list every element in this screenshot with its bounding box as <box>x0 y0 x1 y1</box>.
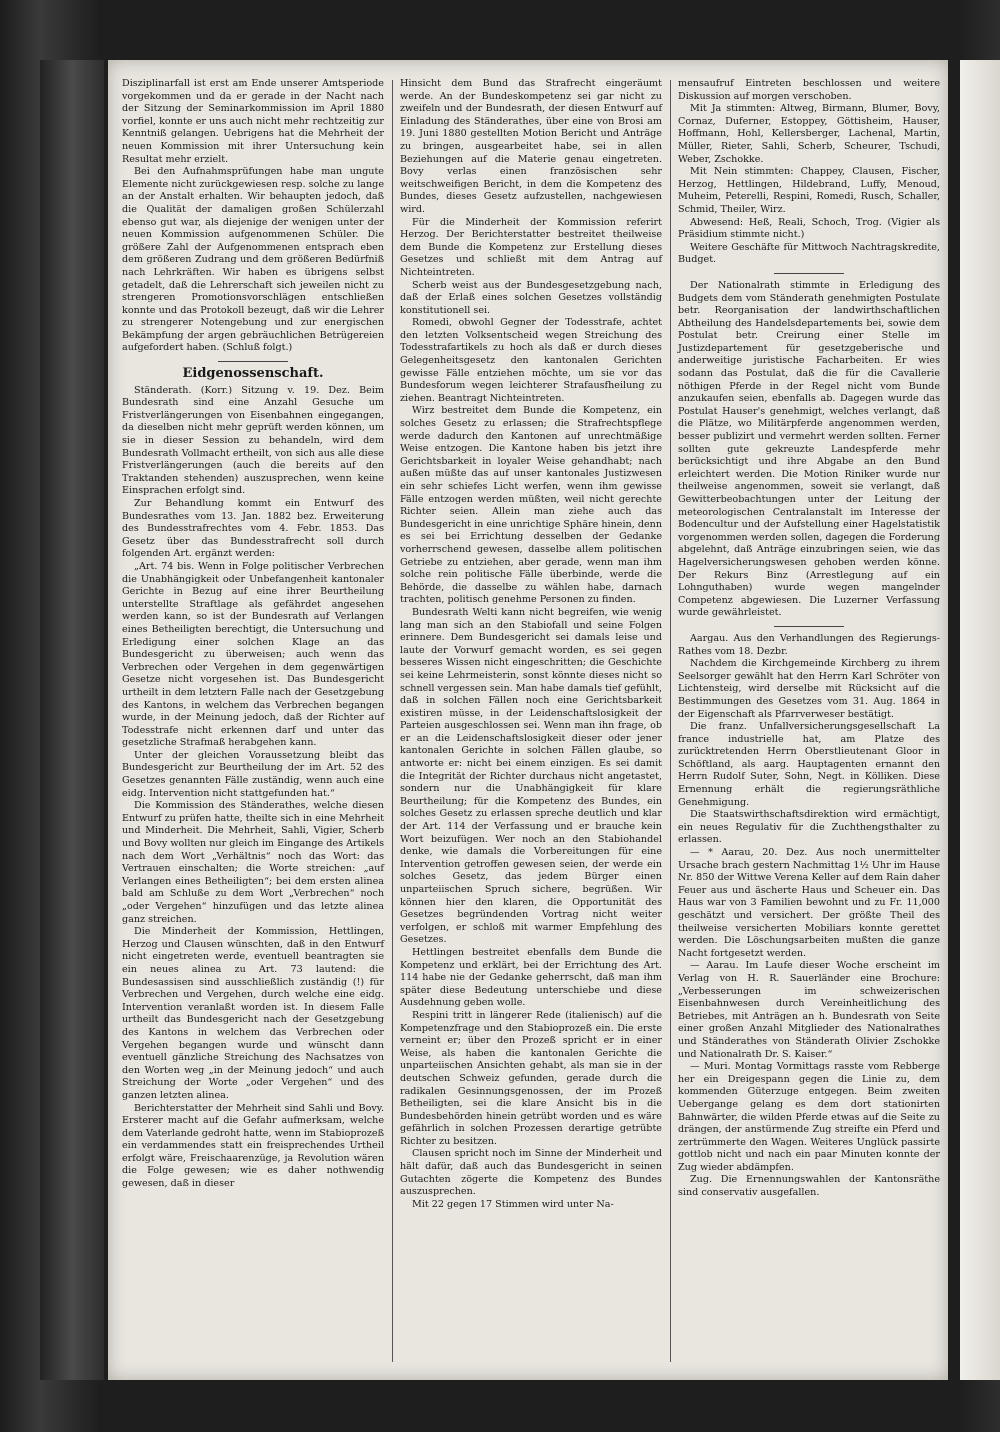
col3-paragraph: — Aarau. Im Laufe dieser Woche erscheint im Verlag von H. R. Sauerländer eine Brochure: „Verbesserungen im schweizerischen Eisenbahnwesen durch Vereinheitlichung des Betriebes, mit Anträgen an h. Bundesrath von Seite einer großen Anzahl Mitglieder des Nationalrathes und Ständerathes von Ständerath Olivier Zschokke und Nationalrath Dr. S. Kaiser.“ <box>678 960 940 1060</box>
col3-paragraph: — Muri. Montag Vormittags rasste vom Rebberge her ein Dreigespann gegen die Linie zu, dem kommenden Güterzuge entgegen. Beim zweiten Uebergange gelang es dem dort stationirten Bahnwärter, die wilden Pferde etwas auf die Seite zu drängen, der anstürmende Zug streifte ein Pferd und zertrümmerte den Wagen. Weiteres Unglück passirte gottlob nicht und nach ein paar Minuten konnte der Zug wieder abdämpfen. <box>678 1061 940 1173</box>
col1-paragraph: Unter der gleichen Voraussetzung bleibt das Bundesgericht zur Beurtheilung der im Art. 52 des Gesetzes genannten Fälle zuständig, wenn auch eine eidg. Intervention nicht stattgefunden hat.“ <box>122 749 384 799</box>
col3-paragraph: Die Staatswirthschaftsdirektion wird ermächtigt, ein neues Regulativ für die Zuchthengsthalter zu erlassen. <box>678 809 940 846</box>
col3-paragraph: Zug. Die Ernennungswahlen der Kantonsräthe sind conservativ ausgefallen. <box>678 1174 940 1199</box>
column-1 <box>122 78 384 1191</box>
col2-paragraph: Mit 22 gegen 17 Stimmen wird unter Na- <box>412 1198 614 1210</box>
col1-paragraph: „Art. 74 bis. Wenn in Folge politischer Verbrechen die Unabhängigkeit oder Unbefangenheit kantonaler Gerichte in Bezug auf eine ihrer Beurtheilung unterstellte Straftlage als gefährdet angesehen werden kann, so ist der Bundesrath auf Verlangen eines Betheiligten berechtigt, die Untersuchung und Erledigung einer solchen Klage an das Bundesgericht zu überweisen; auch wenn das Verbrechen oder Vergehen in dem gegenwärtigen Gesetze nicht vorgesehen ist. Das Bundesgericht urtheilt in dem letztern Falle nach der Gesetzgebung des Kantons, in welchem das Verbrechen begangen wurde, in der Meinung jedoch, daß der Richter auf Todesstrafe nicht erkennen darf und unter das gesetzliche Strafmaß herabgehen kann. <box>122 560 384 749</box>
col2-paragraph: Für die Minderheit der Kommission referirt Herzog. Der Berichterstatter bestreitet theilweise dem Bunde die Kompetenz zur Erstellung dieses Gesetzes und schließt mit dem Antrag auf Nichteintreten. <box>400 216 662 278</box>
col3-paragraph: Aargau. Aus den Verhandlungen des Regierungs-Rathes vom 18. Dezbr. <box>678 632 940 657</box>
col3-paragraph: Weitere Geschäfte für Mittwoch Nachtragskredite, Budget. <box>678 241 940 266</box>
col2-paragraph: Romedi, obwohl Gegner der Todesstrafe, achtet den letzten Volksentscheid wegen Streichung des Todesstrafartikels zu hoch als daß er durch dieses Gelegenheitsgesetz den kantonalen Gerichten gewisse Fälle entziehen möchte, um sie vor das Bundesforum wegen leichterer Strafausfheilung zu ziehen. Beantragt Nichteintreten. <box>400 317 662 404</box>
col3-paragraph: Mit Ja stimmten: Altweg, Birmann, Blumer, Bovy, Cornaz, Duferner, Estoppey, Göttisheim, Hauser, Hoffmann, Hohl, Kellersberger, Lachenal, Martin, Müller, Rieter, Sahli, Scherb, Scheurer, Tschudi, Weber, Zschokke. <box>678 103 940 165</box>
col1-paragraph: Disziplinarfall ist erst am Ende unserer Amtsperiode vorgekommen und da er gerade in der Nacht nach der Sitzung der Seminarkommission im April 1880 vorfiel, konnte er uns auch nicht mehr rechtzeitig zur Kenntniß gelangen. Uebrigens hat die Mehrheit der neuen Kommission mit ihrer Untersuchung kein Resultat mehr erzielt. <box>122 78 384 165</box>
col1-paragraph: Zur Behandlung kommt ein Entwurf des Bundesrathes vom 13. Jan. 1882 bez. Erweiterung des Bundesstrafrechtes vom 4. Febr. 1853. Das Gesetz über das Bundesstrafrecht soll durch folgenden Art. ergänzt werden: <box>122 498 384 560</box>
newspaper-page <box>108 60 948 1380</box>
col3-paragraph: Abwesend: Heß, Reali, Schoch, Trog. (Vigier als Präsidium stimmte nicht.) <box>678 216 940 241</box>
col3-paragraph: Nachdem die Kirchgemeinde Kirchberg zu ihrem Seelsorger gewählt hat den Herrn Karl Schröter von Lichtensteig, wird derselbe mit Rücksicht auf die Bestimmungen des Gesetzes vom 31. Aug. 1864 in der Eigenschaft als Pfarrverweser bestätigt. <box>678 658 940 720</box>
col1-paragraph: Berichterstatter der Mehrheit sind Sahli und Bovy. Ersterer macht auf die Gefahr aufmerksam, welche dem Vaterlande gedroht hatte, wenn im Stabioprozeß ein verdammendes statt ein freisprechendes Urtheil erfolgt wäre, Freischaarenzüge, ja Revolution wären die Folge gewesen; wie es daher nothwendig gewesen, daß in dieser <box>122 1102 384 1190</box>
col2-paragraph: Hettlingen bestreitet ebenfalls dem Bunde die Kompetenz und erklärt, bei der Errichtung des Art. 114 habe nie der Gedanke geherrscht, daß man ihm später diese Bedeutung unterschiebe und diese Ausdehnung geben wolle. <box>400 946 662 1009</box>
next-page-edge <box>960 60 1000 1380</box>
col2-paragraph: Clausen spricht noch im Sinne der Minderheit und hält dafür, daß auch das Bundesgericht in seinen Gutachten zögerte die Kompetenz des Bundes auszusprechen. <box>400 1148 662 1198</box>
column-3 <box>678 78 940 1200</box>
section-divider <box>218 361 288 362</box>
column-2 <box>400 78 662 1211</box>
col3-paragraph: Der Nationalrath stimmte in Erledigung des Budgets dem vom Ständerath genehmigten Postulate betr. Reorganisation der landwirthschaftlichen Abtheilung des Handelsdepartements bei, sowie dem Postulat betr. Creirung einer Stelle im Justizdepartement für gesetzgeberische und anderweitige juristische Facharbeiten. Er wies sodann das Postulat, daß die für die Cavallerie nöthigen Pferde in der Regel nicht vom Bunde anzukaufen seien, ebenfalls ab. Dagegen wurde das Postulat Hauser's genehmigt, welches verlangt, daß die Plätze, wo Militärpferde angenommen werden, besser publizirt und vermehrt werden sollten. Ferner sollten gute gekreuzte Landespferde mehr berücksichtigt und ihre Abgabe an den Bund erleichtert werden. Die Motion Riniker wurde nur theilweise angenommen, soweit sie verlangt, daß Gewitterbeobachtungen unter der Leitung der meteorologischen Centralanstalt im Interesse der Bodencultur und der Aufstellung einer Hagelstatistik vorgenommen werden sollen, dagegen die Forderung abgelehnt, daß Anträge einzubringen seien, wie das Hagelversicherungswesen gehoben werden könne. Der Rekurs Binz (Arrestlegung auf ein Lohnguthaben) wurde wegen mangelnder Competenz abgewiesen. Die Luzerner Verfassung wurde gewährleistet. <box>678 279 940 619</box>
col3-paragraph: Mit Nein stimmten: Chappey, Clausen, Fischer, Herzog, Hettlingen, Hildebrand, Luffy, Menoud, Muheim, Peterelli, Respini, Romedi, Rusch, Schaller, Schmid, Theiler, Wirz. <box>678 166 940 215</box>
section-divider <box>774 626 844 627</box>
col2-paragraph: Hinsicht dem Bund das Strafrecht eingeräumt werde. An der Bundeskompetenz sei gar nicht zu zweifeln und der Bundesrath, der diesen Entwurf auf Einladung des Ständerathes, über eine von Brosi am 19. Juni 1880 gestellten Motion Bericht und Anträge zu bringen, ausgearbeitet habe, sei in allen Beziehungen auf die Materie genau eingetreten. Bovy verlas einen französischen sehr weitschweifigen Bericht, in dem die Kompetenz des Bundes, dieses Gesetz aufzustellen, nachgewiesen wird. <box>400 78 662 215</box>
column-rule <box>670 80 671 1362</box>
col2-paragraph: Respini tritt in längerer Rede (italienisch) auf die Kompetenzfrage und den Stabioprozeß ein. Die erste verneint er; über den Prozeß spricht er in einer Weise, als haben die kantonalen Gerichte die unparteiischen Ansichten gehabt, als man sie in der deutschen Schweiz gefunden, gerade durch die radikalen Gesinnungsgenossen, der im Prozeß Betheiligten, sei die klare Ansicht bis in die Bundesbehörden hinein getrübt worden und es wäre gefährlich in solchen Prozessen derartige getrübte Richter zu besitzen. <box>400 1009 662 1147</box>
col3-paragraph: Die franz. Unfallversicherungsgesellschaft La france industrielle hat, am Platze des zurücktretenden Herrn Oberstlieutenant Gloor in Schöftland, als aarg. Hauptagenten ernannt den Herrn Rudolf Suter, Sohn, Negt. in Kölliken. Diese Ernennung erhält die regierungsräthliche Genehmigung. <box>678 721 940 808</box>
section-heading: Eidgenossenschaft. <box>182 366 324 382</box>
col3-paragraph: — * Aarau, 20. Dez. Aus noch unermittelter Ursache brach gestern Nachmittag 1½ Uhr im Hause Nr. 850 der Wittwe Verena Keller auf dem Rain daher Feuer aus und äscherte Haus und Scheuer ein. Das Haus war von 3 Familien bewohnt und zu Fr. 11,000 geschätzt und versichert. Der größte Theil des theilweise versicherten Mobiliars konnte gerettet werden. Die Löschungsarbeiten mußten die ganze Nacht fortgesetzt werden. <box>678 847 940 959</box>
section-divider <box>774 273 844 274</box>
column-rule <box>392 80 393 1362</box>
col1-paragraph: Ständerath. (Korr.) Sitzung v. 19. Dez. Beim Bundesrath sind eine Anzahl Gesuche um Fristverlängerungen von Eisenbahnen eingegangen, da dieselben nicht mehr geprüft werden können, um sie in dieser Session zu behandeln, wird dem Bundesrath Vollmacht ertheilt, von sich aus alle diese Fristverlängerungen (auch die bereits auf den Traktanden stehenden) auszusprechen, wenn keine Einsprachen erfolgt sind. <box>122 384 384 497</box>
col2-paragraph: Wirz bestreitet dem Bunde die Kompetenz, ein solches Gesetz zu erlassen; die Strafrechtspflege werde dadurch den Kantonen auf unrechtmäßige Weise entzogen. Die Kantone haben bis jetzt ihre Gerichtsbarkeit in loyaler Weise gehandhabt; nach außen müßte das auf unser kantonales Justizwesen ein sehr schiefes Licht werfen, wenn ihm gewisse Fälle entzogen werden müßten, weil nicht gerechte Richter seien. Allein man ziehe auch das Bundesgericht in eine unrichtige Sphäre hinein, denn es sei bei Errichtung desselben der Gedanke vorherrschend gewesen, dasselbe allem politischen Getriebe zu entziehen, aber gerade, wenn man ihm solche rein politische Fälle überbinde, werde die Behörde, die dasselbe zu wählen habe, darnach trachten, politisch genehme Personen zu finden. <box>400 405 662 606</box>
col1-paragraph: Die Kommission des Ständerathes, welche diesen Entwurf zu prüfen hatte, theilte sich in eine Mehrheit und Minderheit. Die Mehrheit, Sahli, Vigier, Scherb und Bovy wollten nur gleich im Eingange des Artikels nach dem Wort „Verhältnis“ noch das Wort: das Vertrauen einschalten; die Worte streichen: „auf Verlangen eines Betheiligten“; bei dem ersten alinea bald am Schluße zu dem Wort „Verbrechen“ noch „oder Vergehen“ hinzufügen und das letzte alinea ganz streichen. <box>122 800 384 925</box>
adjacent-page-edge <box>40 60 104 1380</box>
col1-paragraph: Bei den Aufnahmsprüfungen habe man ungute Elemente nicht zurückgewiesen resp. solche zu lange an der Anstalt erhalten. Wir behaupten jedoch, daß die Qualität der damaligen großen Schülerzahl ebenso gut war, als diejenige der wenigen unter der neuen Kommission aufgenommenen Schüler. Die größere Zahl der Aufgenommenen entsprach eben dem größeren Zudrang und dem größeren Bedürfniß nach Lehrkräften. Wir haben es übrigens selbst getadelt, daß die Lehrerschaft sich jeweilen nicht zu strengeren Promotionsvorschlägen entschließen konnte und das Protokoll bezeugt, daß wir die Lehrer zu strengerer Notengebung und zur energischen Bekämpfung der argen gebräuchlichen Betrügereien aufgefordert haben. (Schluß folgt.) <box>122 166 384 354</box>
col3-paragraph: mensaufruf Eintreten beschlossen und weitere Diskussion auf morgen verschoben. <box>678 78 940 102</box>
col2-paragraph: Bundesrath Welti kann nicht begreifen, wie wenig lang man sich an den Stabiofall und seine Folgen erinnere. Dem Bundesgericht sei damals leise und laute der Vorwurf gemacht worden, es sei gegen besseres Wissen nicht eingeschritten; die Geschichte sei keine Lehrmeisterin, sonst könnte dieses nicht so schnell vergessen sein. Man habe damals tief gefühlt, daß in solchen Fällen noch eine Gerichtsbarkeit existiren müsse, in der Leidenschaftslosigkeit der Parteien ausgeschlossen sei. Wenn man ihn frage, ob er an die Leidenschaftslosigkeit dieser oder jener kantonalen Gerichte in solchen Fällen glaube, so antworte er: nicht bei einem einzigen. Es sei damit die Integrität der Richter durchaus nicht angetastet, sondern nur die Unabhängigkeit für klare Beurtheilung; für die Kompetenz des Bundes, ein solches Gesetz zu erlassen spreche deutlich und klar der Art. 114 der Verfassung und er brauche kein Wort beizufügen. Wer noch an den Stabiohandel denke, wie damals die Vorbereitungen für eine Intervention getroffen gewesen seien, der werde ein solches Gesetz, das jedem Bürger einen unparteiischen Spruch sichere, begrüßen. Wir können hier den klaren, die Opportunität des Gesetzes begründenden Vortrag nicht weiter verfolgen, er schloß mit warmer Empfehlung des Gesetzes. <box>400 606 662 946</box>
col1-paragraph: Die Minderheit der Kommission, Hettlingen, Herzog und Clausen wünschten, daß in den Entwurf nicht eingetreten werde, eventuell beantragten sie ein neues alinea zu Art. 73 lautend: die Bundesassisen sind ausschließlich zuständig (!) für Verbrechen und Vergehen, durch welche eine eidg. Intervention veranlaßt worden ist. In diesem Falle urtheilt das Bundesgericht nach der Gesetzgebung des Kantons in welchem das Verbrechen oder Vergehen begangen wurde und wünscht dann eventuell gänzliche Streichung des Nachsatzes von den Worten weg „in der Meinung jedoch“ und auch Streichung der Worte „oder Vergehen“ und des ganzen letzten alinea. <box>122 926 384 1101</box>
col2-paragraph: Scherb weist aus der Bundesgesetzgebung nach, daß der Erlaß eines solchen Gesetzes vollständig konstitutionell sei. <box>400 279 662 316</box>
